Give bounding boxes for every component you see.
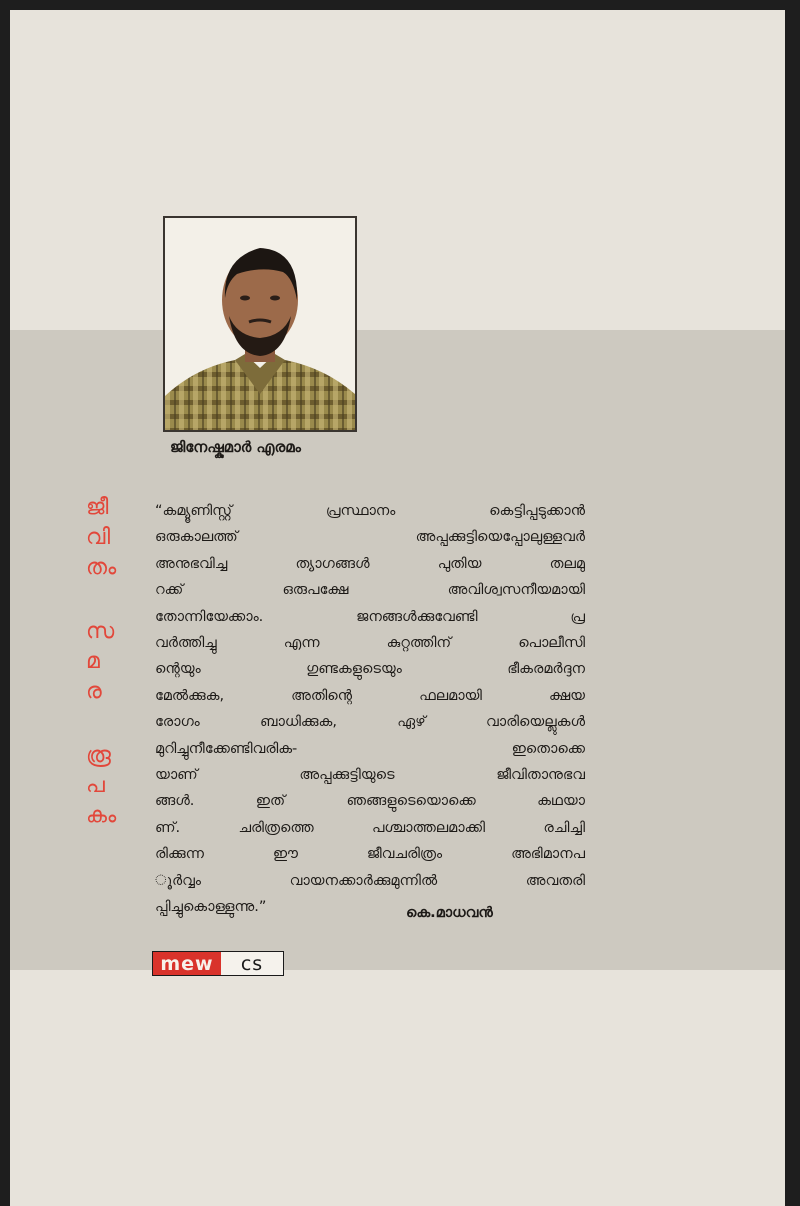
blurb-line: ൂർവ്വം വായനക്കാർക്കുമുന്നിൽ അവതരി — [155, 872, 585, 889]
author-portrait-image — [165, 218, 355, 430]
blurb-line: തോന്നിയേക്കാം. ജനങ്ങൾക്കുവേണ്ടി പ്ര — [155, 608, 585, 625]
title-syllable: കം — [86, 803, 117, 828]
blurb-line: ങ്ങൾ. ഇത് ഞങ്ങളുടെയൊക്കെ കഥയാ — [155, 793, 585, 810]
blurb-line: രോഗം ബാധിക്കുക, ഏഴ് വാരിയെല്ലുകൾ — [155, 714, 585, 731]
publisher-logo-part1: mew — [153, 952, 221, 975]
blurb-line: യാണ് അപ്പക്കുട്ടിയുടെ ജീവിതാനുഭവ — [155, 767, 585, 784]
title-syllable: രൂ — [86, 743, 111, 768]
quote-attribution: കെ.മാധവൻ — [406, 905, 493, 921]
blurb-line: “കമ്യൂണിസ്റ്റ് പ്രസ്ഥാനം കെട്ടിപ്പടുക്കാൻ — [155, 503, 585, 519]
title-syllable: പ — [86, 773, 105, 798]
author-photo — [163, 216, 357, 432]
publisher-logo-part2: cs — [221, 952, 283, 975]
book-back-cover — [10, 10, 785, 1206]
blurb-line: അനുഭവിച്ച ത്യാഗങ്ങൾ പുതിയ തലമു — [155, 555, 585, 572]
title-syllable: ജീ — [86, 495, 109, 520]
blurb-line: ന്റെയും ഗുണ്ടകളുടെയും ഭീകരമർദ്ദന — [155, 661, 585, 678]
title-syllable: ര — [86, 679, 102, 704]
blurb-line: ണ്. ചരിത്രത്തെ പശ്ചാത്തലമാക്കി രചിച്ചി — [155, 819, 585, 836]
blurb-line: വർത്തിച്ചു എന്ന കുറ്റത്തിന് പൊലീസി — [155, 635, 585, 652]
blurb-line: രിക്കുന്ന ഈ ജീവചരിത്രം അഭിമാനപ — [155, 846, 585, 863]
blurb-line: മുറിച്ചുനീക്കേണ്ടിവരിക- ഇതൊക്കെ — [155, 740, 585, 757]
blurb-line: റക്ക് ഒരുപക്ഷേ അവിശ്വസനീയമായി — [155, 582, 585, 599]
blurb-line: ഒരുകാലത്ത് അപ്പക്കുട്ടിയെപ്പോലുള്ളവർ — [155, 529, 585, 546]
blurb-line: പ്പിച്ചുകൊള്ളുന്നു.” — [155, 899, 267, 916]
title-syllable: സ — [86, 619, 115, 644]
title-syllable: മ — [86, 649, 100, 674]
vertical-book-title — [86, 496, 146, 834]
blurb-line: മേൽക്കുക, അതിന്റെ ഫലമായി ക്ഷയ — [155, 687, 585, 704]
title-syllable: വി — [86, 525, 111, 550]
blurb-quote — [155, 498, 585, 921]
publisher-logo — [152, 951, 284, 976]
author-name: ജിനേഷ്കുമാർ എരമം — [170, 438, 301, 456]
title-syllable: തം — [86, 555, 117, 580]
